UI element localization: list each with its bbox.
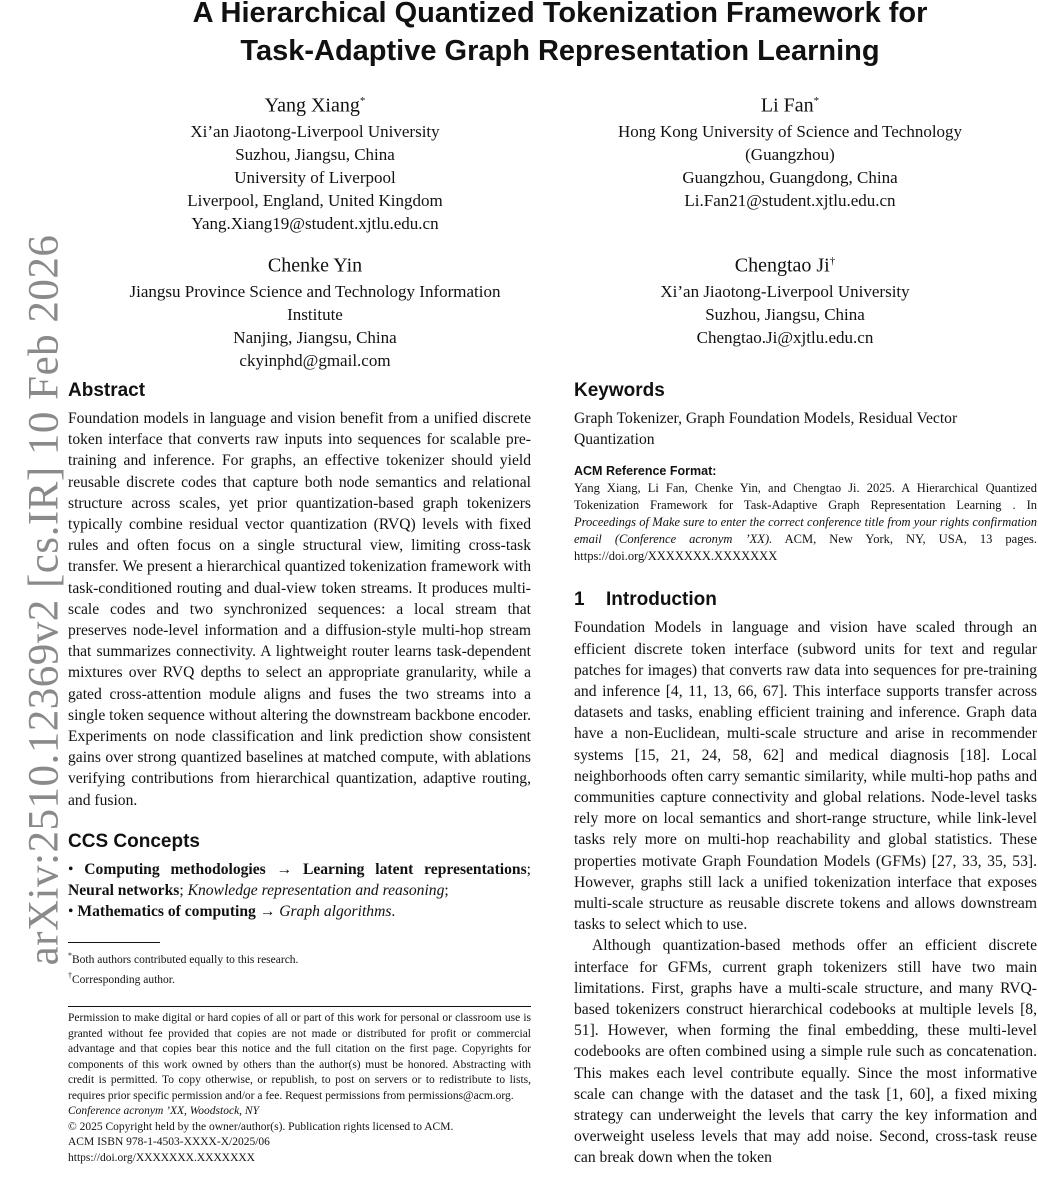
affiliation-line: Xi’an Jiaotong-Liverpool University [660,281,910,301]
author-email: Chengtao.Ji@xjtlu.edu.cn [696,327,874,347]
bullet: • [68,903,74,921]
author-mark: * [359,95,366,107]
affiliation-line: Xi’an Jiaotong-Liverpool University [190,121,440,141]
affiliation-line: Liverpool, England, United Kingdom [187,190,443,210]
ccs-concepts [68,859,531,923]
ccs-heading: CCS Concepts [68,830,200,852]
author-email: ckyinphd@gmail.com [239,350,391,370]
ref-venue: Proceedings of Make sure to enter the correct conference title from your rights confirmation email (Conference acronym ’XX). [574,515,1037,547]
intro-paragraph-2: Although quantization-based methods offer an efficient discrete interface for GFMs, current graph tokenizers still have two main limitations. First, graphs have a multi-scale structure, and many RVQ-based tokenizers construct hierarchical codebooks at multiple levels [8, 51]. However, when forming the final embedding, these multi-level codebooks are often combined using a simple rule such as concatenation. This makes each level contribute equally. Since the most informative scale can change with the dataset and the task [1, 60], a fixed mixing strategy can underweight the levels that carry the key information and overweight useless levels that may add noise. Second, cross-task reuse can break down when the token [574,937,1037,1167]
author-name: Li Fan [760,94,814,117]
footnote-mark: † [68,971,72,981]
section-title: Introduction [606,589,717,611]
affiliation-line: Jiangsu Province Science and Technology Information [129,281,501,301]
footnote-mark: * [68,951,72,961]
section-number: 1 [574,589,585,611]
ref-text: Yang Xiang, Li Fan, Chenke Yin, and Chengtao Ji. 2025. A Hierarchical Quantized Tokenization Framework for Task-Adaptive Graph Representation Learning . In [574,481,1037,513]
ccs-term: Computing methodologies [84,860,266,878]
footnote-text: Corresponding author. [72,974,175,987]
ccs-term: Graph algorithms [279,903,392,921]
ccs-term: Learning latent representations [302,860,527,878]
title-line-2: Task-Adaptive Graph Representation Learning [240,35,880,67]
doi-link[interactable]: https://doi.org/XXXXXXX.XXXXXXX [68,1151,255,1164]
author-mark: † [829,255,836,267]
author-block-chenke-yin [100,248,530,372]
left-column [68,378,531,1166]
author-block-chengtao-ji [580,248,990,349]
introduction-heading [574,587,1037,613]
acm-ref-heading: ACM Reference Format: [574,464,717,479]
author-block-yang-xiang [150,88,480,235]
affiliation-line: Suzhou, Jiangsu, China [235,144,395,164]
affiliation-line: Nanjing, Jiangsu, China [233,327,397,347]
permission-text: Permission to make digital or hard copies of all or part of this work for personal or classroom use is granted without fee provided that copies are not made or distributed for profit or commercial advantage and that copies bear this notice and the full citation on the first page. Copyrights for components of this work owned by others than the author(s) must be honored. Abstracting with credit is permitted. To copy otherwise, or republish, to post on servers or to redistribute to lists, requires prior specific permission and/or a fee. Request permissions from permissions@acm.org. [68,1012,531,1102]
affiliation-line: Suzhou, Jiangsu, China [705,304,865,324]
author-name: Chengtao Ji [734,254,830,277]
title-line-1: A Hierarchical Quantized Tokenization Framework for [192,0,928,29]
copyright-line: © 2025 Copyright held by the owner/author(s). Publication rights licensed to ACM. [68,1120,454,1133]
footnote-corresponding [68,968,531,988]
bullet: • [68,860,74,878]
author-email: Li.Fan21@student.xjtlu.edu.cn [684,190,896,210]
separator: ; [526,860,531,878]
affiliation-line: University of Liverpool [234,167,396,187]
ccs-term: Neural networks [68,882,180,900]
author-block-li-fan [585,88,995,212]
keywords-text: Graph Tokenizer, Graph Foundation Models, Residual Vector Quantization [574,410,958,449]
intro-paragraph-1: Foundation Models in language and vision have scaled through an efficient discrete token interface (subword units for text and regular patches for images) that converts raw data into sequences for pre-training and inference [4, 11, 13, 66, 67]. This interface supports transfer across datasets and tasks, enabling efficient training and inference. Graph data have a non-Euclidean, multi-scale structure and arise in recommender systems [15, 21, 24, 58, 62] and medical diagnosis [18]. Local neighborhoods often carry semantic similarity, while multi-hop paths and communities capture connectivity and global relations. Node-level tasks rely more on local semantics and short-range structure, while link-level tasks rely more on multi-hop reachability and global statistics. These properties motivate Graph Foundation Models (GFMs) [27, 33, 35, 53]. However, graphs still lack a unified tokenization interface that exposes multi-scale structure as reusable discrete tokens and allows downstream tasks to select which to use. [574,619,1037,934]
paper-title [100,0,1020,70]
conference-line: Conference acronym ’XX, Woodstock, NY [68,1105,259,1118]
affiliation-line: Hong Kong University of Science and Technology [617,121,963,141]
permission-rule [68,1006,531,1007]
keywords-heading: Keywords [574,380,665,401]
separator: . [391,903,396,921]
author-email: Yang.Xiang19@student.xjtlu.edu.cn [191,213,439,233]
author-name: Yang Xiang [264,94,360,117]
footnote-rule [68,942,160,943]
arrow: → [276,860,293,878]
arrow: → [259,903,276,921]
acm-ref-text [574,480,1037,565]
ccs-term: Knowledge representation and reasoning [187,882,445,900]
ccs-term: Mathematics of computing [77,903,256,921]
arxiv-stamp: arXiv:2510.12369v2 [cs.IR] 10 Feb 2026 [20,234,68,966]
author-name: Chenke Yin [267,254,363,277]
separator: ; [444,882,449,900]
footnote-text: Both authors contributed equally to this research. [72,954,299,967]
separator: ; [179,882,184,900]
author-mark: * [813,95,820,107]
right-column [574,378,1037,1169]
affiliation-line: Guangzhou, Guangdong, China [682,167,898,187]
affiliation-line: Institute [287,304,343,324]
abstract-heading: Abstract [68,380,146,401]
ref-text: ACM, New York, NY, USA, 13 pages. https://doi.org/XXXXXXX.XXXXXXX [574,532,1037,564]
isbn-line: ACM ISBN 978-1-4503-XXXX-X/2025/06 [68,1136,270,1149]
footnote-equal [68,948,531,968]
affiliation-line: (Guangzhou) [745,144,835,164]
abstract-text: Foundation models in language and vision benefit from a unified discrete token interface that converts raw inputs into sequences for scalable pre-training and inference. For graphs, an effective tokenizer should yield reusable discrete codes that capture both node semantics and relational structure across scales, yet prior quantization-based graph tokenizers typically combine residual vector quantization (RVQ) levels with fixed rules and often focus on a single structural view, limiting cross-task transfer. We present a hierarchical quantized tokenization framework with task-conditioned routing and dual-view token streams. It produces multi-scale codes and two synchronized sequences: a local stream that preserves node-level information and a diffusion-style multi-hop stream that summarizes connectivity. A lightweight router learns task-dependent mixtures over RVQ depths to select an appropriate granularity, while a gated cross-attention module aligns and fuses the two streams into a single token sequence without altering the downstream backbone encoder. Experiments on node classification and link prediction show consistent gains over strong quantized baselines at matched compute, with ablations verifying contributions from hierarchical quantization, adaptive routing, and fusion. [68,410,531,809]
